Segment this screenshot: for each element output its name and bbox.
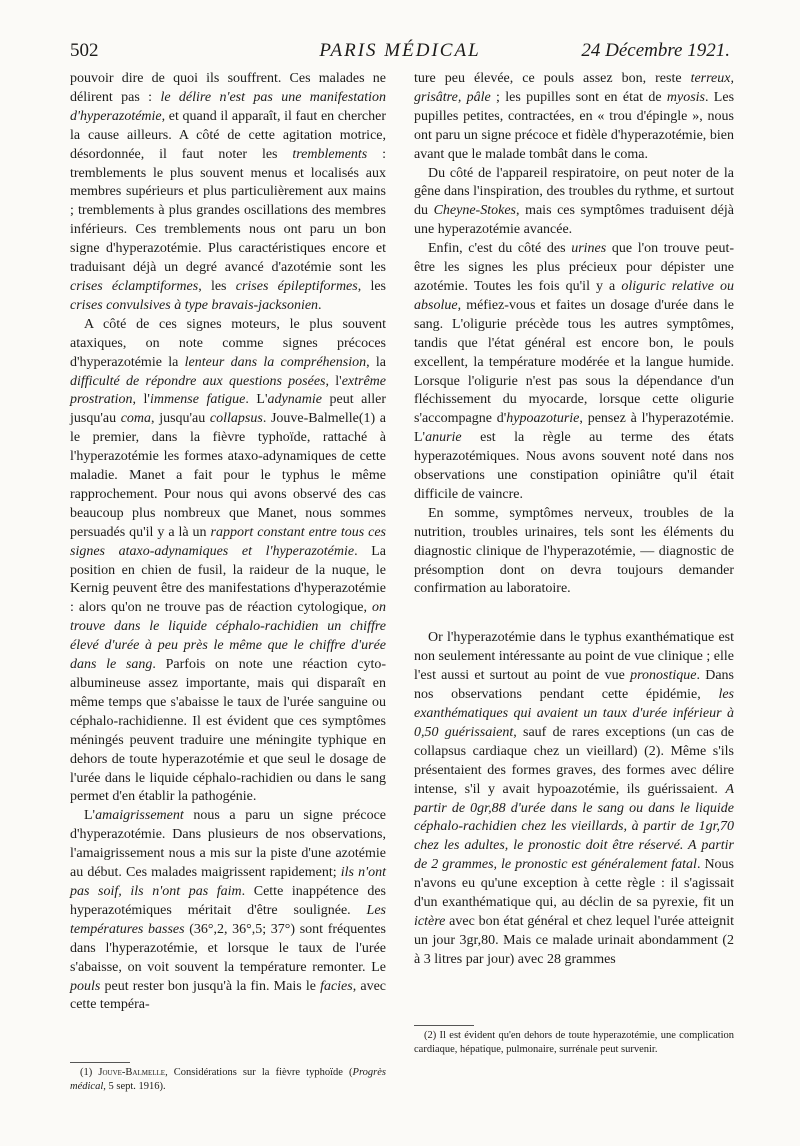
running-header [70, 40, 730, 66]
footnote-rule-right [414, 1025, 474, 1026]
paragraph-respiratory: Du côté de l'appareil respiratoire, on peut noter de la gêne dans l'inspiration, des troubles du rythme, et surtout du Cheyne-Stokes, mais ces symptômes traduisent déjà une hyperazotémie avancée. [414, 165, 734, 238]
right-column [414, 70, 734, 970]
paragraph-urines: Enfin, c'est du côté des urines que l'on trouve peut-être les signes les plus précieux pour dépister une azotémie. Toutes les fois qu'il y a oliguric relative ou absolue, méfiez-vous et faites un dosage d'urée dans le sang. L'oligurie précède tous les autres symptômes, tandis que l'état général est encore bon, le pouls excellent, la température modérée et la langue humide. Lorsque l'oligurie n'est pas sous la dépendance d'un fléchissement du myocarde, lorsque cette oligurie s'accompagne d'hypoazoturie, pensez à l'hyperazotémie. L'anurie est la règle au terme des états hyperazotémiques. Nous avons souvent noté dans nos observations une constipation opiniâtre qu'il était difficile de vaincre. [414, 241, 734, 502]
paragraph-facies-pupils: ture peu élevée, ce pouls assez bon, reste terreux, grisâtre, pâle ; les pupilles sont en état de myosis. Les pupilles petites, contractées, en « trou d'épingle », nous ont paru un signe précoce et fidèle d'hyperazotémie, bien avant que le malade tombât dans le coma. [414, 71, 735, 162]
footnote-1: (1) Jouve-Balmelle, Considérations sur la fièvre typhoïde (Progrès médical, 5 sept. 1916). [70, 1067, 386, 1092]
paragraph-summary: En somme, symptômes nerveux, troubles de la nutrition, troubles urinaires, tels sont les éléments du diagnostic clinique de l'hyperazotémie, — diagnostic de présomption dont on devra toujours demander confirmation au laboratoire. [414, 505, 734, 597]
page-number: 502 [70, 40, 99, 61]
footnote-rule-left [70, 1062, 130, 1063]
paragraph-tremors: pouvoir dire de quoi ils souffrent. Ces malades ne délirent pas : le délire n'est pas une manifestation d'hyperazotémie, et quand il apparaît, il faut en chercher la cause ailleurs. A côté de cette agitation motrice, désordonnée, il faut noter les tremblements : tremblements le plus souvent menus et localisés aux membres supérieurs et plus particulièrement aux mains ; tremblements à plus grandes oscillations des membres inférieurs. Ces tremblements nous ont paru un bon signe d'hyperazotémie. Plus caractéristiques encore et traduisant déjà un degré avancé d'azotémie sont les crises éclamptiformes, les crises épileptiformes, les crises convulsives à type bravais-jacksonien. [70, 71, 387, 313]
journal-title: PARIS MÉDICAL [319, 40, 481, 61]
paragraph-weight-loss: L'amaigrissement nous a paru un signe précoce d'hyperazotémie. Dans plusieurs de nos observations, l'amaigrissement nous a mis sur la piste d'une azotémie au début. Ces malades maigrissent rapidement; ils n'ont pas soif, ils n'ont pas faim. Cette inappétence des hyperazotémiques méritait d'être soulignée. Les températures basses (36°,2, 36°,5; 37°) sont fréquentes dans l'hyperazotémie, et lorsque le taux de l'urée s'abaisse, on voit souvent la température remonter. Le pouls peut rester bon jusqu'à la fin. Mais le facies, avec cette tempéra- [70, 808, 387, 1013]
paragraph-ataxic-signs: A côté de ces signes moteurs, le plus souvent ataxiques, on note comme signes précoces d'hyperazotémie la lenteur dans la compréhension, la difficulté de répondre aux questions posées, l'extrême prostration, l'immense fatigue. L'adynamie peut aller jusqu'au coma, jusqu'au collapsus. Jouve-Balmelle(1) a le premier, dans la fièvre typhoïde, rattaché à l'hyperazotémie les formes ataxo-adynamiques de cette maladie. Manet a fait pour le typhus le même rapprochement. Pour nous qui avons observé des cas beaucoup plus nombreux que Manet, nous sommes persuadés qu'il y a là un rapport constant entre tous ces signes ataxo-adynamiques et l'hyperazotémie. La position en chien de fusil, la raideur de la nuque, le Kernig peuvent être des manifestations d'hyperazotémie : alors qu'on ne trouve pas de réaction cytologique, on trouve dans le liquide céphalo-rachidien un chiffre élevé d'urée à peu près le même que le chiffre d'urée dans le sang. Parfois on note une réaction cyto-albumineuse assez importante, mais qui disparaît en même temps que s'abaisse le taux de l'urée sanguine ou céphalo-rachidienne. Il est évident que ces symptômes méningés peuvent traduire une méningite typhique en dehors de toute hyperazotémie et que seul le dosage de l'urée dans le liquide céphalo-rachidien ou dans le sang permet d'en établir la pathogénie. [70, 316, 387, 805]
issue-date: 24 Décembre 1921. [581, 40, 730, 61]
paragraph-prognosis: Or l'hyperazotémie dans le typhus exanthématique est non seulement intéressante au point de vue clinique ; elle l'est aussi et surtout au point de vue pronostique. Dans nos observations pendant cette épidémie, les exanthématiques qui avaient un taux d'urée inférieur à 0,50 guérissaient, sauf de rares exceptions (un cas de collapsus cardiaque chez un vieillard) (2). Même s'ils présentaient des formes graves, des formes avec délire intense, s'il y avait hypoazotémie, ils guérissaient. A partir de 0gr,88 d'urée dans le sang ou dans le liquide céphalo-rachidien chez les vieillards, à partir de 1gr,70 chez les adultes, le pronostic doit être réservé. A partir de 2 grammes, le pronostic est généralement fatal. Nous n'avons eu qu'une exception à cette règle : il s'agissait d'un exanthématique qui, au déclin de sa pyrexie, fit un ictère avec bon état général et chez lequel l'urée atteignit un jour 3gr,80. Mais ce malade urinait abondamment (2 à 3 litres par jour) avec 28 grammes [414, 630, 734, 967]
left-column [70, 70, 386, 1015]
footnote-2: (2) Il est évident qu'en dehors de toute hyperazotémie, une complication cardiaque, hépatique, pulmonaire, surrénale peut survenir. [414, 1030, 734, 1055]
